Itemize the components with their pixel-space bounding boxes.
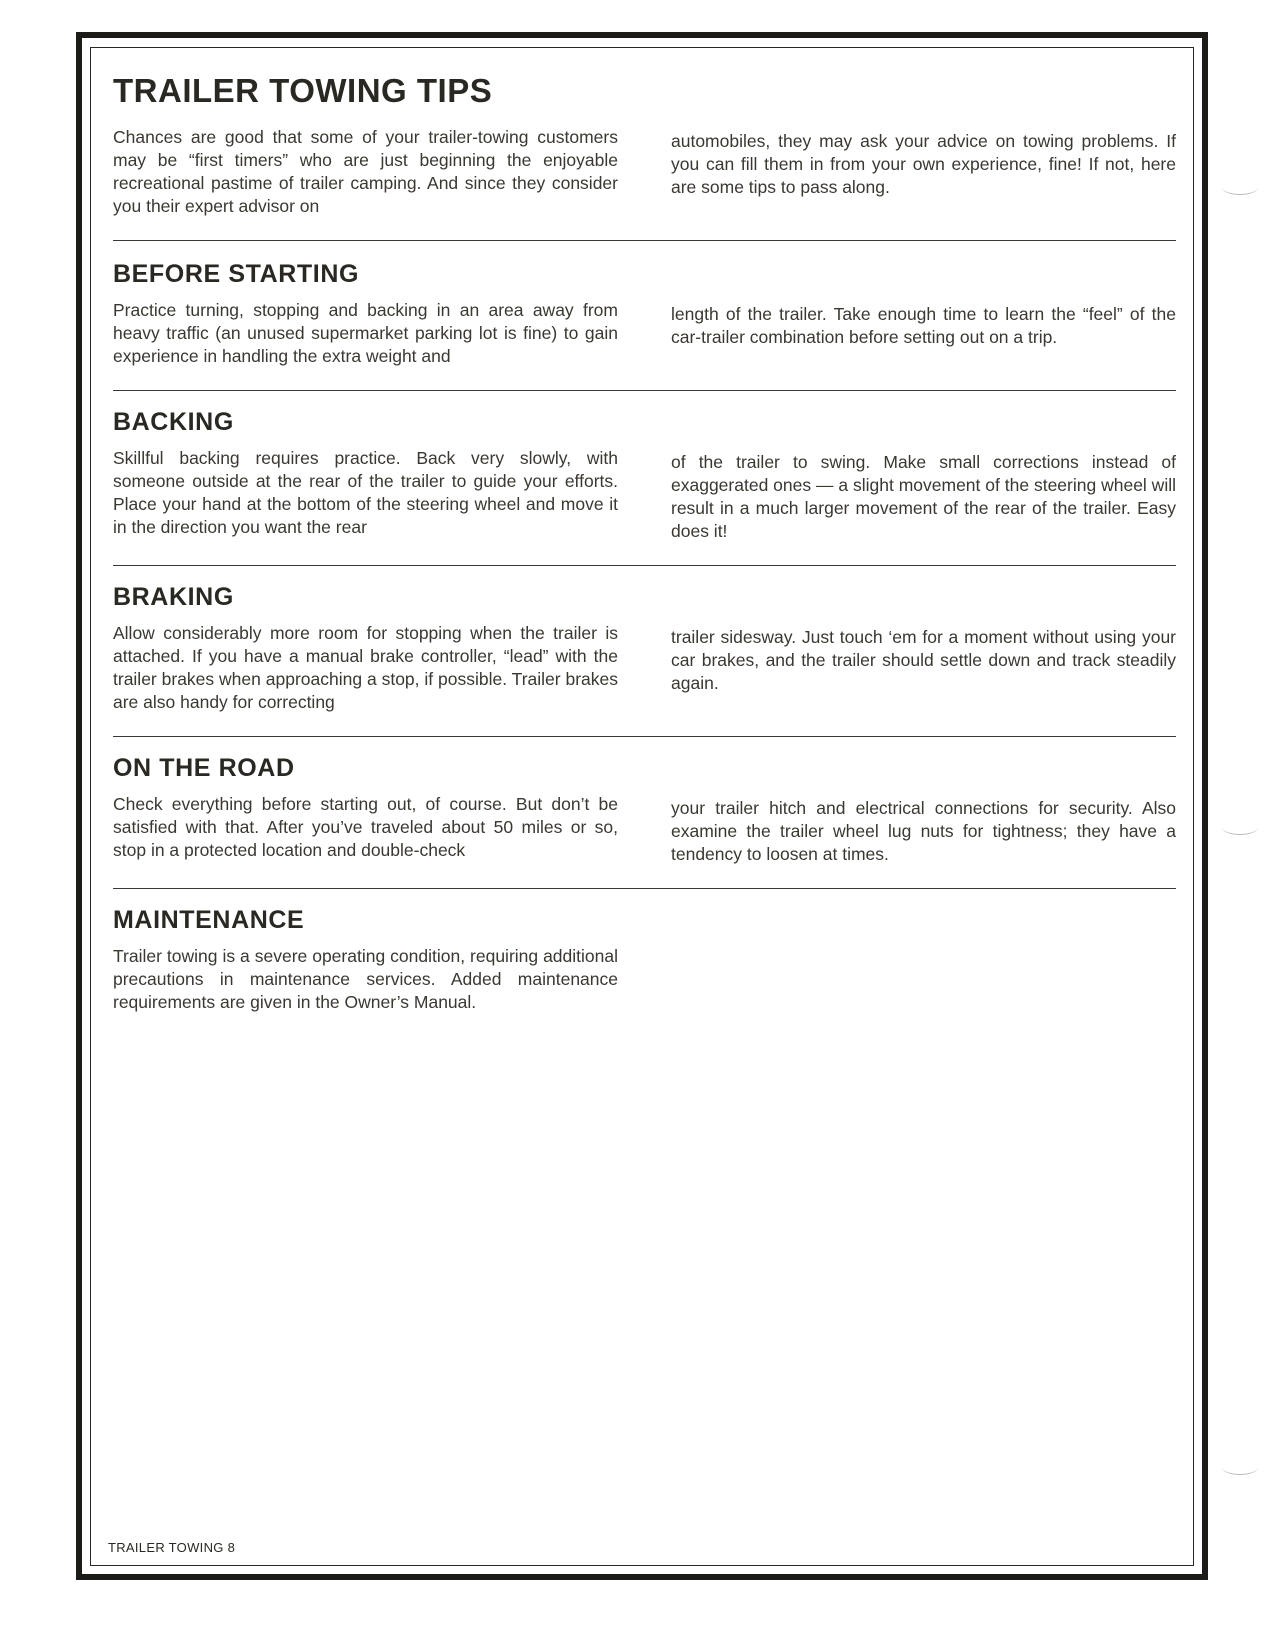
page-title: TRAILER TOWING TIPS <box>113 72 493 109</box>
section-right-column: length of the trailer. Take enough time to learn the “feel” of the car-trailer combination before setting out on a trip. <box>671 304 1176 347</box>
intro-left-column: Chances are good that some of your trailer-towing customers may be “first timers” who are just beginning the enjoyable recreational pastime of trailer camping. And since they consider you their expert advisor on <box>113 127 618 216</box>
section-divider <box>113 565 1176 566</box>
section-before-starting <box>113 259 1176 368</box>
section-braking <box>113 582 1176 714</box>
section-columns <box>113 793 1176 866</box>
section-divider <box>113 240 1176 241</box>
section-heading: ON THE ROAD <box>113 754 295 782</box>
section-left-column: Skillful backing requires practice. Back very slowly, with someone outside at the rear of the trailer to guide your efforts. Place your hand at the bottom of the steering wheel and move it in the direction you want the rear <box>113 448 618 537</box>
section-divider <box>113 390 1176 391</box>
intro-columns <box>113 126 1176 218</box>
section-left-column: Check everything before starting out, of course. But don’t be satisfied with that. After you’ve traveled about 50 miles or so, stop in a protected location and double-check <box>113 794 618 860</box>
intro-right-column: automobiles, they may ask your advice on towing problems. If you can fill them in from your own experience, fine! If not, here are some tips to pass along. <box>671 131 1176 197</box>
section-left-column: Trailer towing is a severe operating condition, requiring additional precautions in maintenance services. Added maintenance requirements are given in the Owner’s Manual. <box>113 946 618 1012</box>
intro-section <box>113 126 1176 218</box>
section-heading: BEFORE STARTING <box>113 260 360 288</box>
document-content <box>113 70 1176 1014</box>
section-divider <box>113 736 1176 737</box>
binder-hole-mark <box>1222 180 1258 195</box>
section-left-column: Allow considerably more room for stopping when the trailer is attached. If you have a manual brake controller, “lead” with the trailer brakes when approaching a stop, if possible. Trailer brakes are also handy for correcting <box>113 623 618 712</box>
section-columns <box>113 299 1176 368</box>
section-right-column: your trailer hitch and electrical connections for security. Also examine the trailer wheel lug nuts for tightness; they have a tendency to loosen at times. <box>671 798 1176 864</box>
section-columns <box>113 945 1176 1014</box>
section-heading: BACKING <box>113 408 234 436</box>
section-right-column: of the trailer to swing. Make small corrections instead of exaggerated ones — a slight movement of the steering wheel will result in a much larger movement of the rear of the trailer. Easy does it! <box>671 452 1176 541</box>
section-on-the-road <box>113 753 1176 866</box>
section-heading: BRAKING <box>113 583 234 611</box>
section-right-column: trailer sidesway. Just touch ‘em for a moment without using your car brakes, and the trailer should settle down and track steadily again. <box>671 627 1176 693</box>
section-columns <box>113 622 1176 714</box>
binder-hole-mark <box>1222 820 1258 835</box>
binder-hole-mark <box>1222 1460 1258 1475</box>
section-left-column: Practice turning, stopping and backing in an area away from heavy traffic (an unused supermarket parking lot is fine) to gain experience in handling the extra weight and <box>113 300 618 366</box>
section-backing <box>113 407 1176 543</box>
section-columns <box>113 447 1176 543</box>
section-divider <box>113 888 1176 889</box>
page-footer: TRAILER TOWING 8 <box>108 1540 236 1555</box>
section-heading: MAINTENANCE <box>113 906 305 934</box>
section-right-column <box>671 949 1176 1014</box>
section-maintenance <box>113 905 1176 1014</box>
